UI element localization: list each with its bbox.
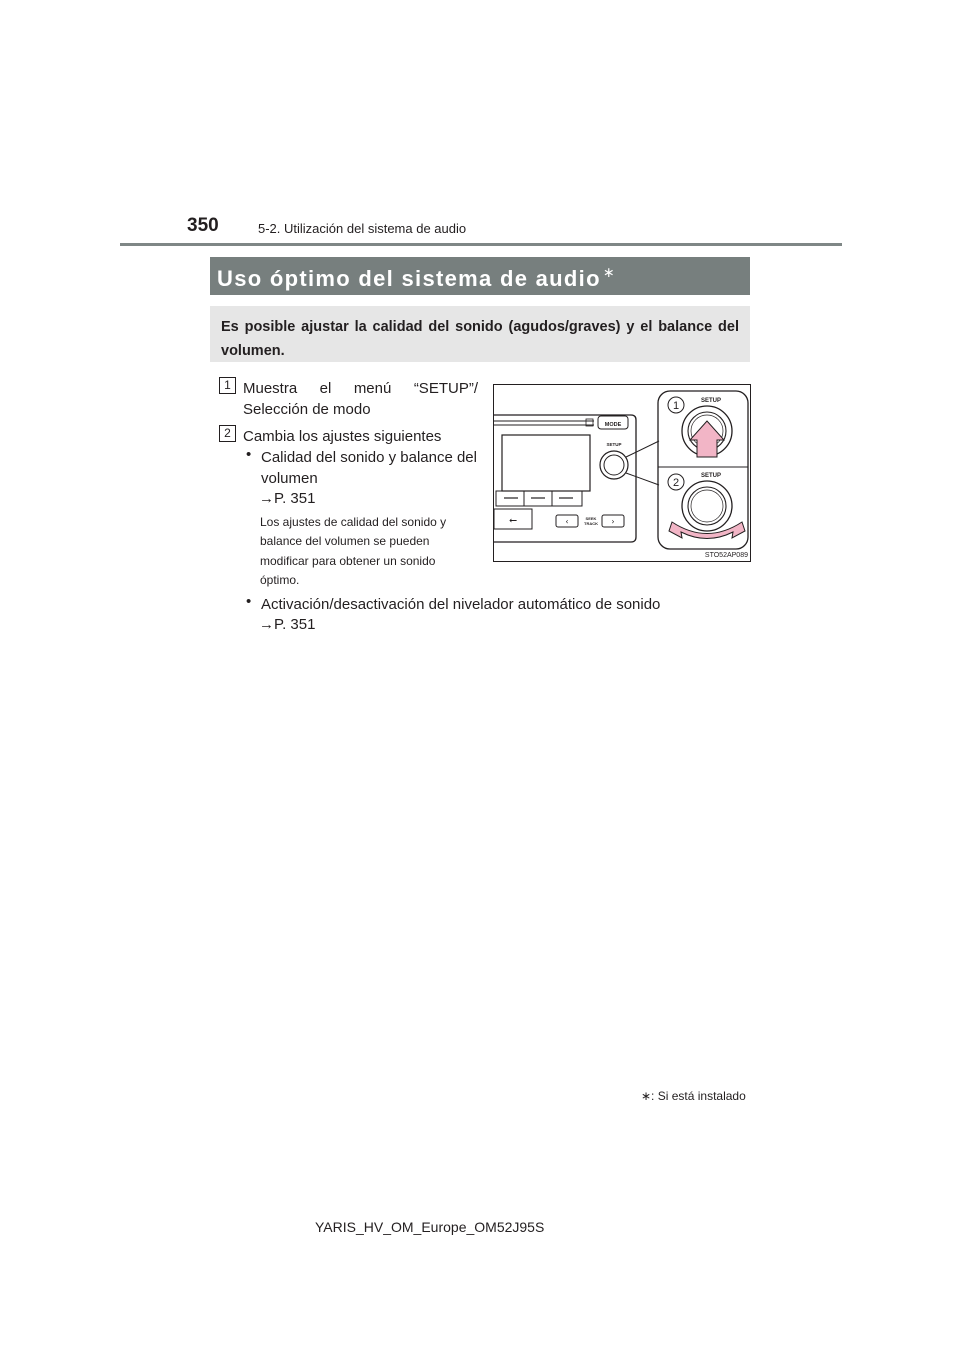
document-footer: YARIS_HV_OM_Europe_OM52J95S — [315, 1219, 545, 1235]
bullet-1-note-line: modificar para obtener un sonido — [260, 554, 436, 568]
mode-label: MODE — [604, 422, 622, 428]
step-number-1: 1 — [219, 377, 236, 394]
bullet-1-note-line: óptimo. — [260, 573, 300, 587]
step-1-line-2: Selección de modo — [243, 401, 371, 418]
setup-label-zoom-1: SETUP — [701, 398, 722, 404]
page-number: 350 — [187, 215, 219, 236]
bullet-dot: • — [246, 593, 252, 610]
bullet-dot: • — [246, 446, 252, 463]
step-1-word: el — [319, 380, 332, 397]
bullet-1-note-line: balance del volumen se pueden — [260, 534, 430, 548]
footnote: ∗: Si está instalado — [641, 1089, 746, 1103]
setup-label: SETUP — [606, 442, 622, 447]
illustration-code: STO52AP089 — [704, 552, 748, 559]
setup-label-zoom-2: SETUP — [701, 473, 722, 479]
chevron-left-icon: ‹ — [565, 517, 569, 526]
step-2-text: Cambia los ajustes siguientes — [243, 428, 442, 445]
track-label: TRACK — [584, 521, 598, 526]
bullet-2-line-1: Activación/desactivación del nivelador automático de sonido — [261, 596, 661, 613]
audio-panel-illustration — [493, 384, 751, 562]
step-1-word: Muestra — [243, 380, 298, 397]
setup-knob-zoom-2 — [682, 481, 732, 531]
step-1-word: “SETUP”/ — [413, 380, 478, 397]
step-number-2: 2 — [219, 425, 236, 442]
callout-2-label: 2 — [672, 477, 680, 489]
page-title — [217, 264, 616, 292]
page-title-text: Uso óptimo del sistema de audio — [217, 266, 601, 291]
press-arrow-icon — [690, 421, 724, 457]
step-1-word: menú — [353, 380, 392, 397]
intro-text: Es posible ajustar la calidad del sonido (agudos/graves) y el balance del volumen. — [221, 319, 739, 359]
bullet-1-note-line: Los ajustes de calidad del sonido y — [260, 515, 447, 529]
callout-1-label: 1 — [672, 400, 680, 412]
header-divider — [120, 243, 842, 246]
bullet-1-line-2: volumen — [261, 470, 318, 487]
usb-icon: ⭠ — [509, 515, 517, 526]
step-1-line-1 — [243, 378, 478, 399]
display-screen — [502, 435, 590, 491]
chevron-right-icon: › — [611, 517, 615, 526]
section-header: 5-2. Utilización del sistema de audio — [258, 221, 467, 236]
title-asterisk: ∗ — [602, 264, 616, 280]
bullet-1-line-1: Calidad del sonido y balance del — [261, 449, 477, 466]
seek-label: SEEK — [585, 516, 597, 521]
bullet-1-page-ref: →P. 351 — [259, 490, 316, 507]
bullet-2-page-ref: →P. 351 — [259, 616, 316, 633]
